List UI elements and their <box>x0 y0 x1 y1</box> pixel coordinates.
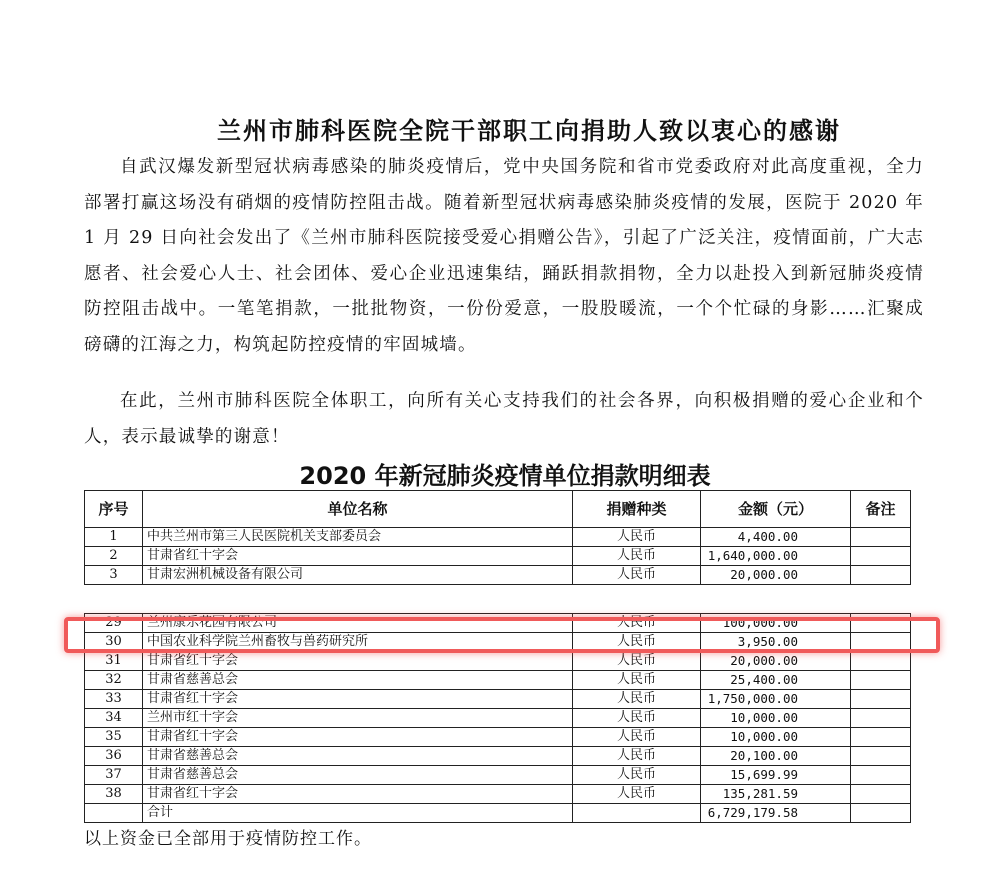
cell-no: 33 <box>85 690 143 709</box>
total-label: 合计 <box>143 804 573 823</box>
table-row <box>85 766 911 785</box>
table-row <box>85 652 911 671</box>
cell-type: 人民币 <box>573 766 701 785</box>
cell-no: 3 <box>85 566 143 585</box>
cell-name: 甘肃省慈善总会 <box>143 671 573 690</box>
cell-no: 38 <box>85 785 143 804</box>
cell-name: 甘肃省红十字会 <box>143 785 573 804</box>
table-body-top <box>85 528 911 585</box>
cell-note <box>851 785 911 804</box>
cell-note <box>851 528 911 547</box>
total-no-cell <box>85 804 143 823</box>
table-row <box>85 633 911 652</box>
cell-note <box>851 671 911 690</box>
header-name: 单位名称 <box>143 491 573 528</box>
cell-note <box>851 547 911 566</box>
cell-amount: 1,640,000.00 <box>701 547 851 566</box>
cell-no: 34 <box>85 709 143 728</box>
table-row <box>85 528 911 547</box>
cell-type: 人民币 <box>573 728 701 747</box>
cell-type: 人民币 <box>573 614 701 633</box>
table-row <box>85 728 911 747</box>
table-row <box>85 690 911 709</box>
table-row <box>85 614 911 633</box>
header-amount: 金额（元） <box>701 491 851 528</box>
cell-type: 人民币 <box>573 547 701 566</box>
cell-note <box>851 747 911 766</box>
cell-type: 人民币 <box>573 671 701 690</box>
cell-type: 人民币 <box>573 747 701 766</box>
total-row <box>85 804 911 823</box>
header-type: 捐赠种类 <box>573 491 701 528</box>
cell-note <box>851 709 911 728</box>
cell-name: 中国农业科学院兰州畜牧与兽药研究所 <box>143 633 573 652</box>
header-note: 备注 <box>851 491 911 528</box>
cell-name: 甘肃省红十字会 <box>143 547 573 566</box>
cell-note <box>851 728 911 747</box>
table-row <box>85 671 911 690</box>
table-row <box>85 785 911 804</box>
total-type-cell <box>573 804 701 823</box>
table-gap-row <box>85 585 911 614</box>
header-no: 序号 <box>85 491 143 528</box>
cell-amount: 3,950.00 <box>701 633 851 652</box>
cell-type: 人民币 <box>573 652 701 671</box>
table-body-bottom <box>85 614 911 804</box>
cell-name: 中共兰州市第三人民医院机关支部委员会 <box>143 528 573 547</box>
cell-no: 29 <box>85 614 143 633</box>
cell-type: 人民币 <box>573 528 701 547</box>
cell-no: 36 <box>85 747 143 766</box>
cell-type: 人民币 <box>573 709 701 728</box>
cell-name: 甘肃省红十字会 <box>143 690 573 709</box>
cell-amount: 4,400.00 <box>701 528 851 547</box>
letter-paragraph-2: 在此，兰州市肺科医院全体职工，向所有关心支持我们的社会各界，向积极捐赠的爱心企业和个人，表示最诚挚的谢意！ <box>84 391 924 447</box>
footer-note: 以上资金已全部用于疫情防控工作。 <box>84 829 372 849</box>
cell-type: 人民币 <box>573 633 701 652</box>
cell-note <box>851 766 911 785</box>
cell-name: 兰州市红十字会 <box>143 709 573 728</box>
cell-note <box>851 652 911 671</box>
cell-no: 2 <box>85 547 143 566</box>
table-gap <box>85 585 911 614</box>
cell-type: 人民币 <box>573 785 701 804</box>
cell-amount: 20,000.00 <box>701 566 851 585</box>
cell-name: 甘肃宏洲机械设备有限公司 <box>143 566 573 585</box>
cell-name: 甘肃省红十字会 <box>143 652 573 671</box>
table-row <box>85 747 911 766</box>
total-note-cell <box>851 804 911 823</box>
cell-amount: 135,281.59 <box>701 785 851 804</box>
cell-name: 甘肃省慈善总会 <box>143 766 573 785</box>
donation-table <box>84 490 911 823</box>
cell-amount: 20,000.00 <box>701 652 851 671</box>
cell-no: 32 <box>85 671 143 690</box>
cell-type: 人民币 <box>573 690 701 709</box>
cell-note <box>851 633 911 652</box>
cell-name: 甘肃省红十字会 <box>143 728 573 747</box>
cell-note <box>851 614 911 633</box>
table-total <box>85 804 911 823</box>
cell-note <box>851 690 911 709</box>
table-row <box>85 566 911 585</box>
cell-no: 30 <box>85 633 143 652</box>
cell-amount: 10,000.00 <box>701 709 851 728</box>
cell-name: 兰州康乐花园有限公司 <box>143 614 573 633</box>
cell-no: 31 <box>85 652 143 671</box>
table-title: 2020 年新冠肺炎疫情单位捐款明细表 <box>299 462 711 490</box>
letter-paragraph-1: 自武汉爆发新型冠状病毒感染的肺炎疫情后，党中央国务院和省市党委政府对此高度重视，全力部署打赢这场没有硝烟的疫情防控阻击战。随着新型冠状病毒感染肺炎疫情的发展，医院于 2020 年 1 月 29 日向社会发出了《兰州市肺科医院接受爱心捐赠公告》，引起了广泛关注，疫情面前，广大志愿者、社会爱心人士、社会团体、爱心企业迅速集结，踊跃捐款捐物，全力以赴投入到新冠肺炎疫情防控阻击战中。一笔笔捐款，一批批物资，一份份爱意，一股股暖流，一个个忙碌的身影……汇聚成磅礴的江海之力，构筑起防控疫情的牢固城墙。 <box>84 157 924 355</box>
cell-no: 35 <box>85 728 143 747</box>
cell-note <box>851 566 911 585</box>
cell-amount: 25,400.00 <box>701 671 851 690</box>
cell-amount: 15,699.99 <box>701 766 851 785</box>
cell-amount: 1,750,000.00 <box>701 690 851 709</box>
table-header-row <box>85 491 911 528</box>
letter-title: 兰州市肺科医院全院干部职工向捐助人致以衷心的感谢 <box>217 116 841 145</box>
cell-amount: 100,000.00 <box>701 614 851 633</box>
table-row <box>85 709 911 728</box>
cell-name: 甘肃省慈善总会 <box>143 747 573 766</box>
total-amount: 6,729,179.58 <box>701 804 851 823</box>
cell-no: 37 <box>85 766 143 785</box>
cell-amount: 10,000.00 <box>701 728 851 747</box>
table-row <box>85 547 911 566</box>
cell-amount: 20,100.00 <box>701 747 851 766</box>
cell-type: 人民币 <box>573 566 701 585</box>
cell-no: 1 <box>85 528 143 547</box>
